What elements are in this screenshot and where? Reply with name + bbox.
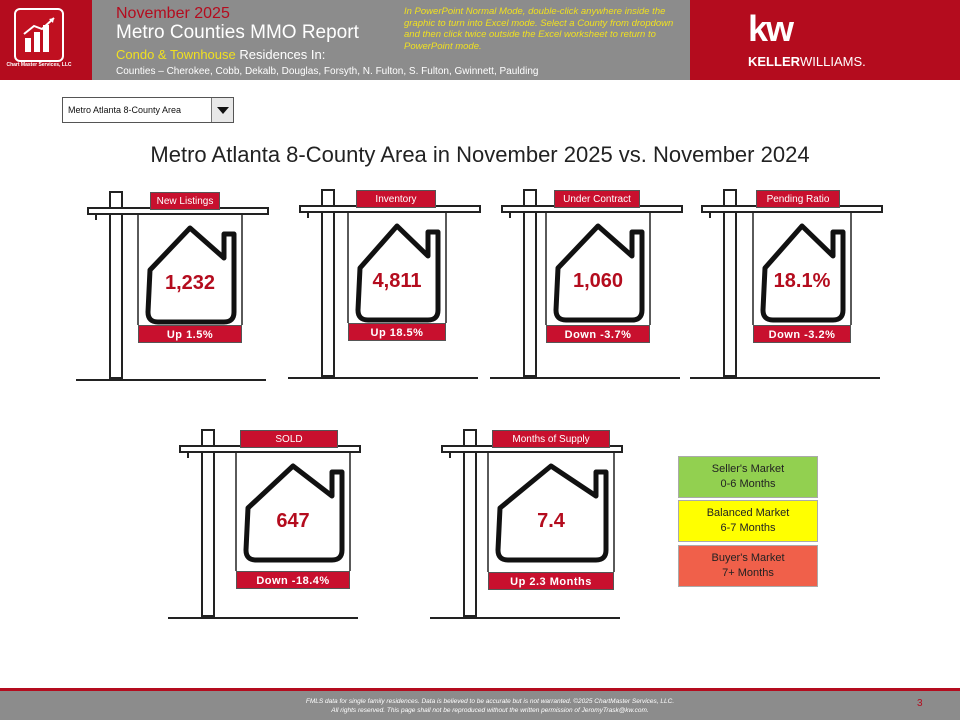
metric-change: Down -18.4% (236, 571, 350, 589)
metric-change: Up 18.5% (348, 323, 446, 341)
legend-market: Balanced Market (706, 507, 790, 519)
metric-change: Up 1.5% (138, 325, 242, 343)
legend-market: Seller's Market (711, 463, 785, 475)
metric-change: Up 2.3 Months (488, 572, 614, 590)
kw-logo: kw (748, 8, 793, 49)
metric-label: Pending Ratio (756, 190, 840, 208)
property-type: Condo & Townhouse (116, 47, 236, 62)
metric-change: Down -3.7% (546, 325, 650, 343)
report-title: Metro Counties MMO Report (116, 22, 359, 43)
metric-label: Inventory (356, 190, 436, 208)
counties-list: Counties – Cherokee, Cobb, Dekalb, Douglas, Forsyth, N. Fulton, S. Fulton, Gwinnett, Paulding (116, 66, 539, 77)
chevron-down-icon (217, 107, 229, 114)
metric-label: Under Contract (554, 190, 640, 208)
metric-value: 7.4 (537, 510, 565, 532)
metric-change: Down -3.2% (753, 325, 851, 343)
report-month: November 2025 (116, 5, 230, 22)
legend-item (678, 456, 818, 498)
dropdown-value: Metro Atlanta 8-County Area (68, 105, 182, 115)
report-subtitle (116, 47, 325, 62)
footer-disclaimer: FMLS data for single family residences. Data is believed to be accurate but is not warranted. ©2025 ChartMaster Services, LLC. All rights reserved. This page shall not be reproduced without the written permission of JeromyTrask@kw.com. (305, 698, 675, 714)
legend-range: 6-7 Months (720, 522, 776, 534)
instruction-note: In PowerPoint Normal Mode, double-click anywhere inside the graphic to turn into Excel mode. Select a County from dropdown and then click twice outside the Excel worksheet to return to PowerPoint mode. (404, 6, 674, 52)
dropdown-button[interactable] (211, 98, 233, 122)
metric-label: Months of Supply (492, 430, 610, 448)
metric-label: New Listings (150, 192, 220, 210)
metric-label: SOLD (240, 430, 338, 448)
page-title: Metro Atlanta 8-County Area in November 2025 vs. November 2024 (150, 142, 810, 167)
legend-market: Buyer's Market (711, 552, 785, 564)
logo-caption: Chart Master Services, LLC (6, 62, 72, 68)
county-dropdown[interactable] (62, 97, 234, 123)
metric-value: 1,232 (164, 272, 216, 294)
legend-item (678, 500, 818, 542)
subtitle-rest: Residences In: (235, 47, 326, 62)
metric-value: 1,060 (572, 270, 624, 292)
legend-item (678, 545, 818, 587)
legend-range: 7+ Months (722, 567, 774, 579)
metric-value: 4,811 (372, 270, 422, 292)
page-number: 3 (917, 698, 923, 709)
metric-value: 18.1% (773, 270, 831, 292)
metric-value: 647 (276, 510, 310, 532)
brand-name: KELLERWILLIAMS. (748, 54, 866, 69)
chartmaster-logo (14, 8, 64, 62)
legend-range: 0-6 Months (720, 478, 776, 490)
